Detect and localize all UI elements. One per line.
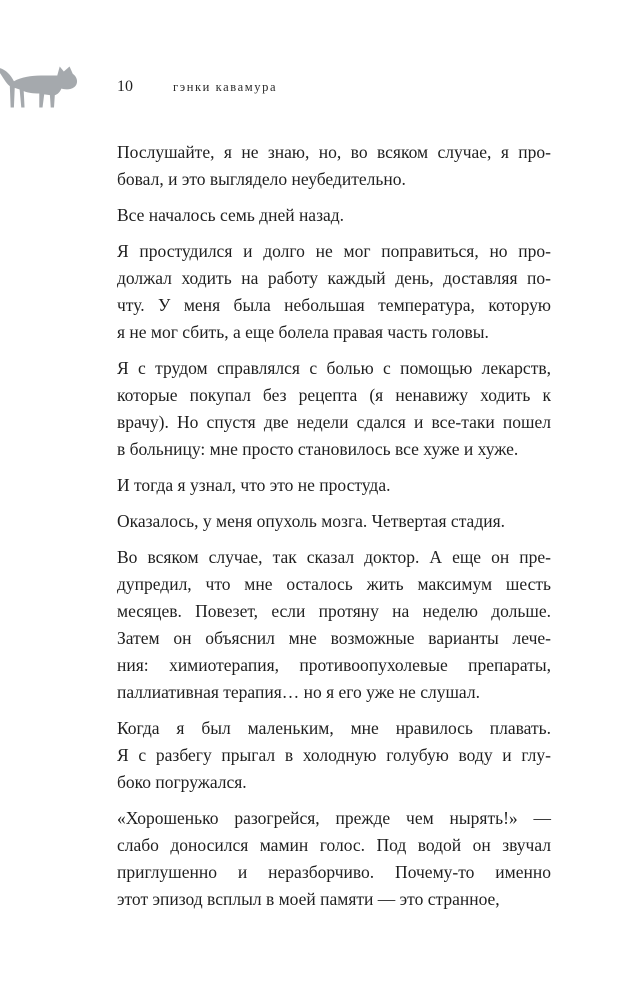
- text-line: которые покупал без рецепта (я ненавижу ходить к: [117, 385, 551, 405]
- text-line: слабо доносился мамин голос. Под водой он звучал: [117, 835, 551, 855]
- paragraph: [117, 238, 551, 346]
- text-line: месяцев. Повезет, если протяну на неделю дольше.: [117, 601, 551, 621]
- text-line: этот эпизод всплыл в моей памяти — это странное,: [117, 889, 500, 909]
- paragraph: [117, 139, 551, 193]
- text-line: бовал, и это выглядело неубедительно.: [117, 169, 406, 189]
- text-line: приглушенно и неразборчиво. Почему-то именно: [117, 862, 551, 882]
- text-line: Я с разбегу прыгал в холодную голубую воду и глу-: [117, 745, 551, 765]
- text-line: Я с трудом справлялся с болью с помощью лекарств,: [117, 358, 551, 378]
- text-line: боко погружался.: [117, 772, 247, 792]
- text-block: [117, 139, 551, 922]
- paragraph: [117, 355, 551, 463]
- paragraph: [117, 544, 551, 706]
- text-line: Во всяком случае, так сказал доктор. А еще он пре-: [117, 547, 551, 567]
- page-header: [117, 78, 550, 96]
- text-line: Оказалось, у меня опухоль мозга. Четвертая стадия.: [117, 511, 506, 531]
- paragraph: [117, 508, 551, 535]
- text-line: чту. У меня была небольшая температура, которую: [117, 295, 551, 315]
- text-line: должал ходить на работу каждый день, доставляя по-: [117, 268, 551, 288]
- text-line: врачу). Но спустя две недели сдался и все-таки пошел: [117, 412, 551, 432]
- text-line: «Хорошенько разогрейся, прежде чем нырять!» —: [117, 808, 551, 828]
- paragraph: [117, 805, 551, 913]
- text-line: дупредил, что мне осталось жить максимум шесть: [117, 574, 551, 594]
- text-line: Я простудился и долго не мог поправиться, но про-: [117, 241, 551, 261]
- cat-silhouette-icon: [0, 60, 90, 114]
- page-number: 10: [117, 78, 133, 95]
- text-line: Послушайте, я не знаю, но, во всяком случае, я про-: [117, 142, 551, 162]
- running-header: гэнки кавамура: [173, 80, 278, 94]
- text-line: И тогда я узнал, что это не простуда.: [117, 475, 391, 495]
- paragraph: [117, 202, 551, 229]
- paragraph: [117, 472, 551, 499]
- text-line: Когда я был маленьким, мне нравилось плавать.: [117, 718, 551, 738]
- text-line: паллиативная терапия… но я его уже не слушал.: [117, 682, 480, 702]
- text-line: ния: химиотерапия, противоопухолевые препараты,: [117, 655, 551, 675]
- text-line: Затем он объяснил мне возможные варианты лече-: [117, 628, 551, 648]
- text-line: я не мог сбить, а еще болела правая часть головы.: [117, 322, 489, 342]
- text-line: в больницу: мне просто становилось все хуже и хуже.: [117, 439, 519, 459]
- text-line: Все началось семь дней назад.: [117, 205, 345, 225]
- paragraph: [117, 715, 551, 796]
